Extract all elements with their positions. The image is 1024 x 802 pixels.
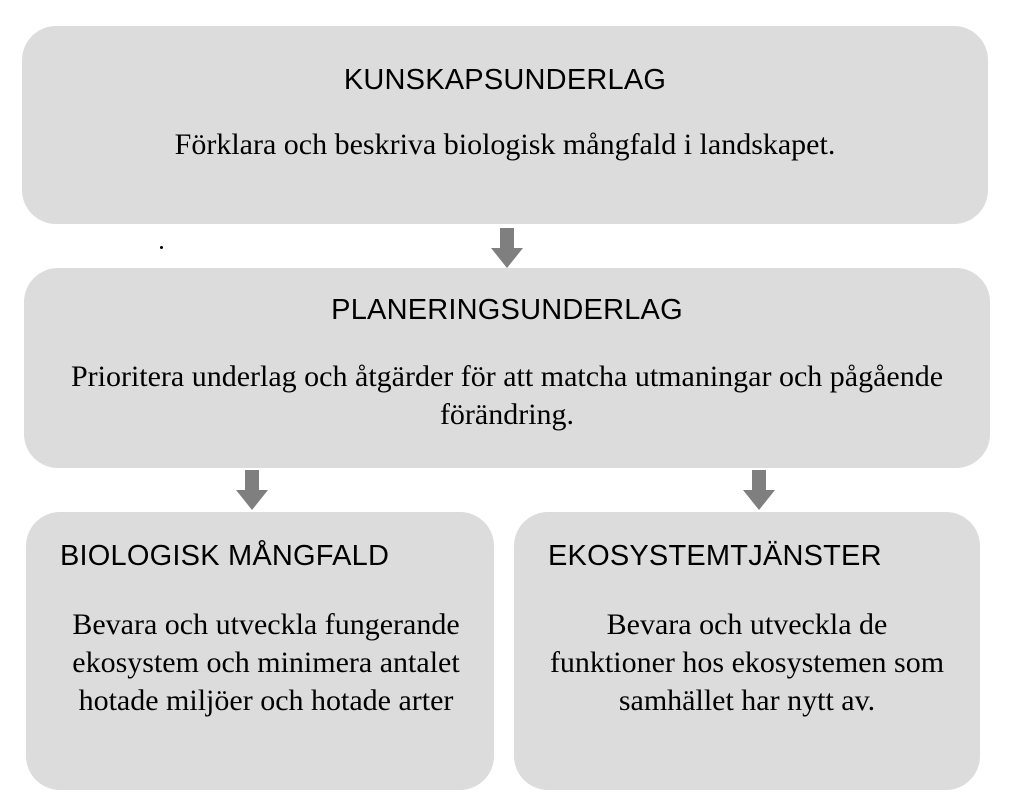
kunskapsunderlag-box <box>22 26 988 224</box>
arrow-down-icon <box>743 470 775 510</box>
stray-dot <box>160 246 163 249</box>
ekosystemtjanster-box <box>514 512 980 790</box>
kunskapsunderlag-text: Förklara och beskriva biologisk mångfald i landskapet. <box>174 128 836 161</box>
ekosystemtjanster-title: EKOSYSTEMTJÄNSTER <box>548 540 882 572</box>
biologisk-mangfald-box <box>26 512 494 790</box>
biologisk-mangfald-text: Bevara och utveckla fungerande ekosystem och minimera antalet hotade miljöer och hotade arter <box>72 608 460 717</box>
kunskapsunderlag-title: KUNSKAPSUNDERLAG <box>343 64 667 96</box>
arrow-down-icon <box>236 470 268 510</box>
planeringsunderlag-text: Prioritera underlag och åtgärder för att matcha utmaningar och pågående förändring. <box>70 360 944 431</box>
arrow-down-icon <box>491 228 523 268</box>
ekosystemtjanster-text: Bevara och utveckla de funktioner hos ekosystemen som samhället har nytt av. <box>549 608 945 717</box>
planeringsunderlag-box <box>24 268 990 468</box>
planeringsunderlag-title: PLANERINGSUNDERLAG <box>331 294 683 326</box>
biologisk-mangfald-title: BIOLOGISK MÅNGFALD <box>60 540 390 572</box>
